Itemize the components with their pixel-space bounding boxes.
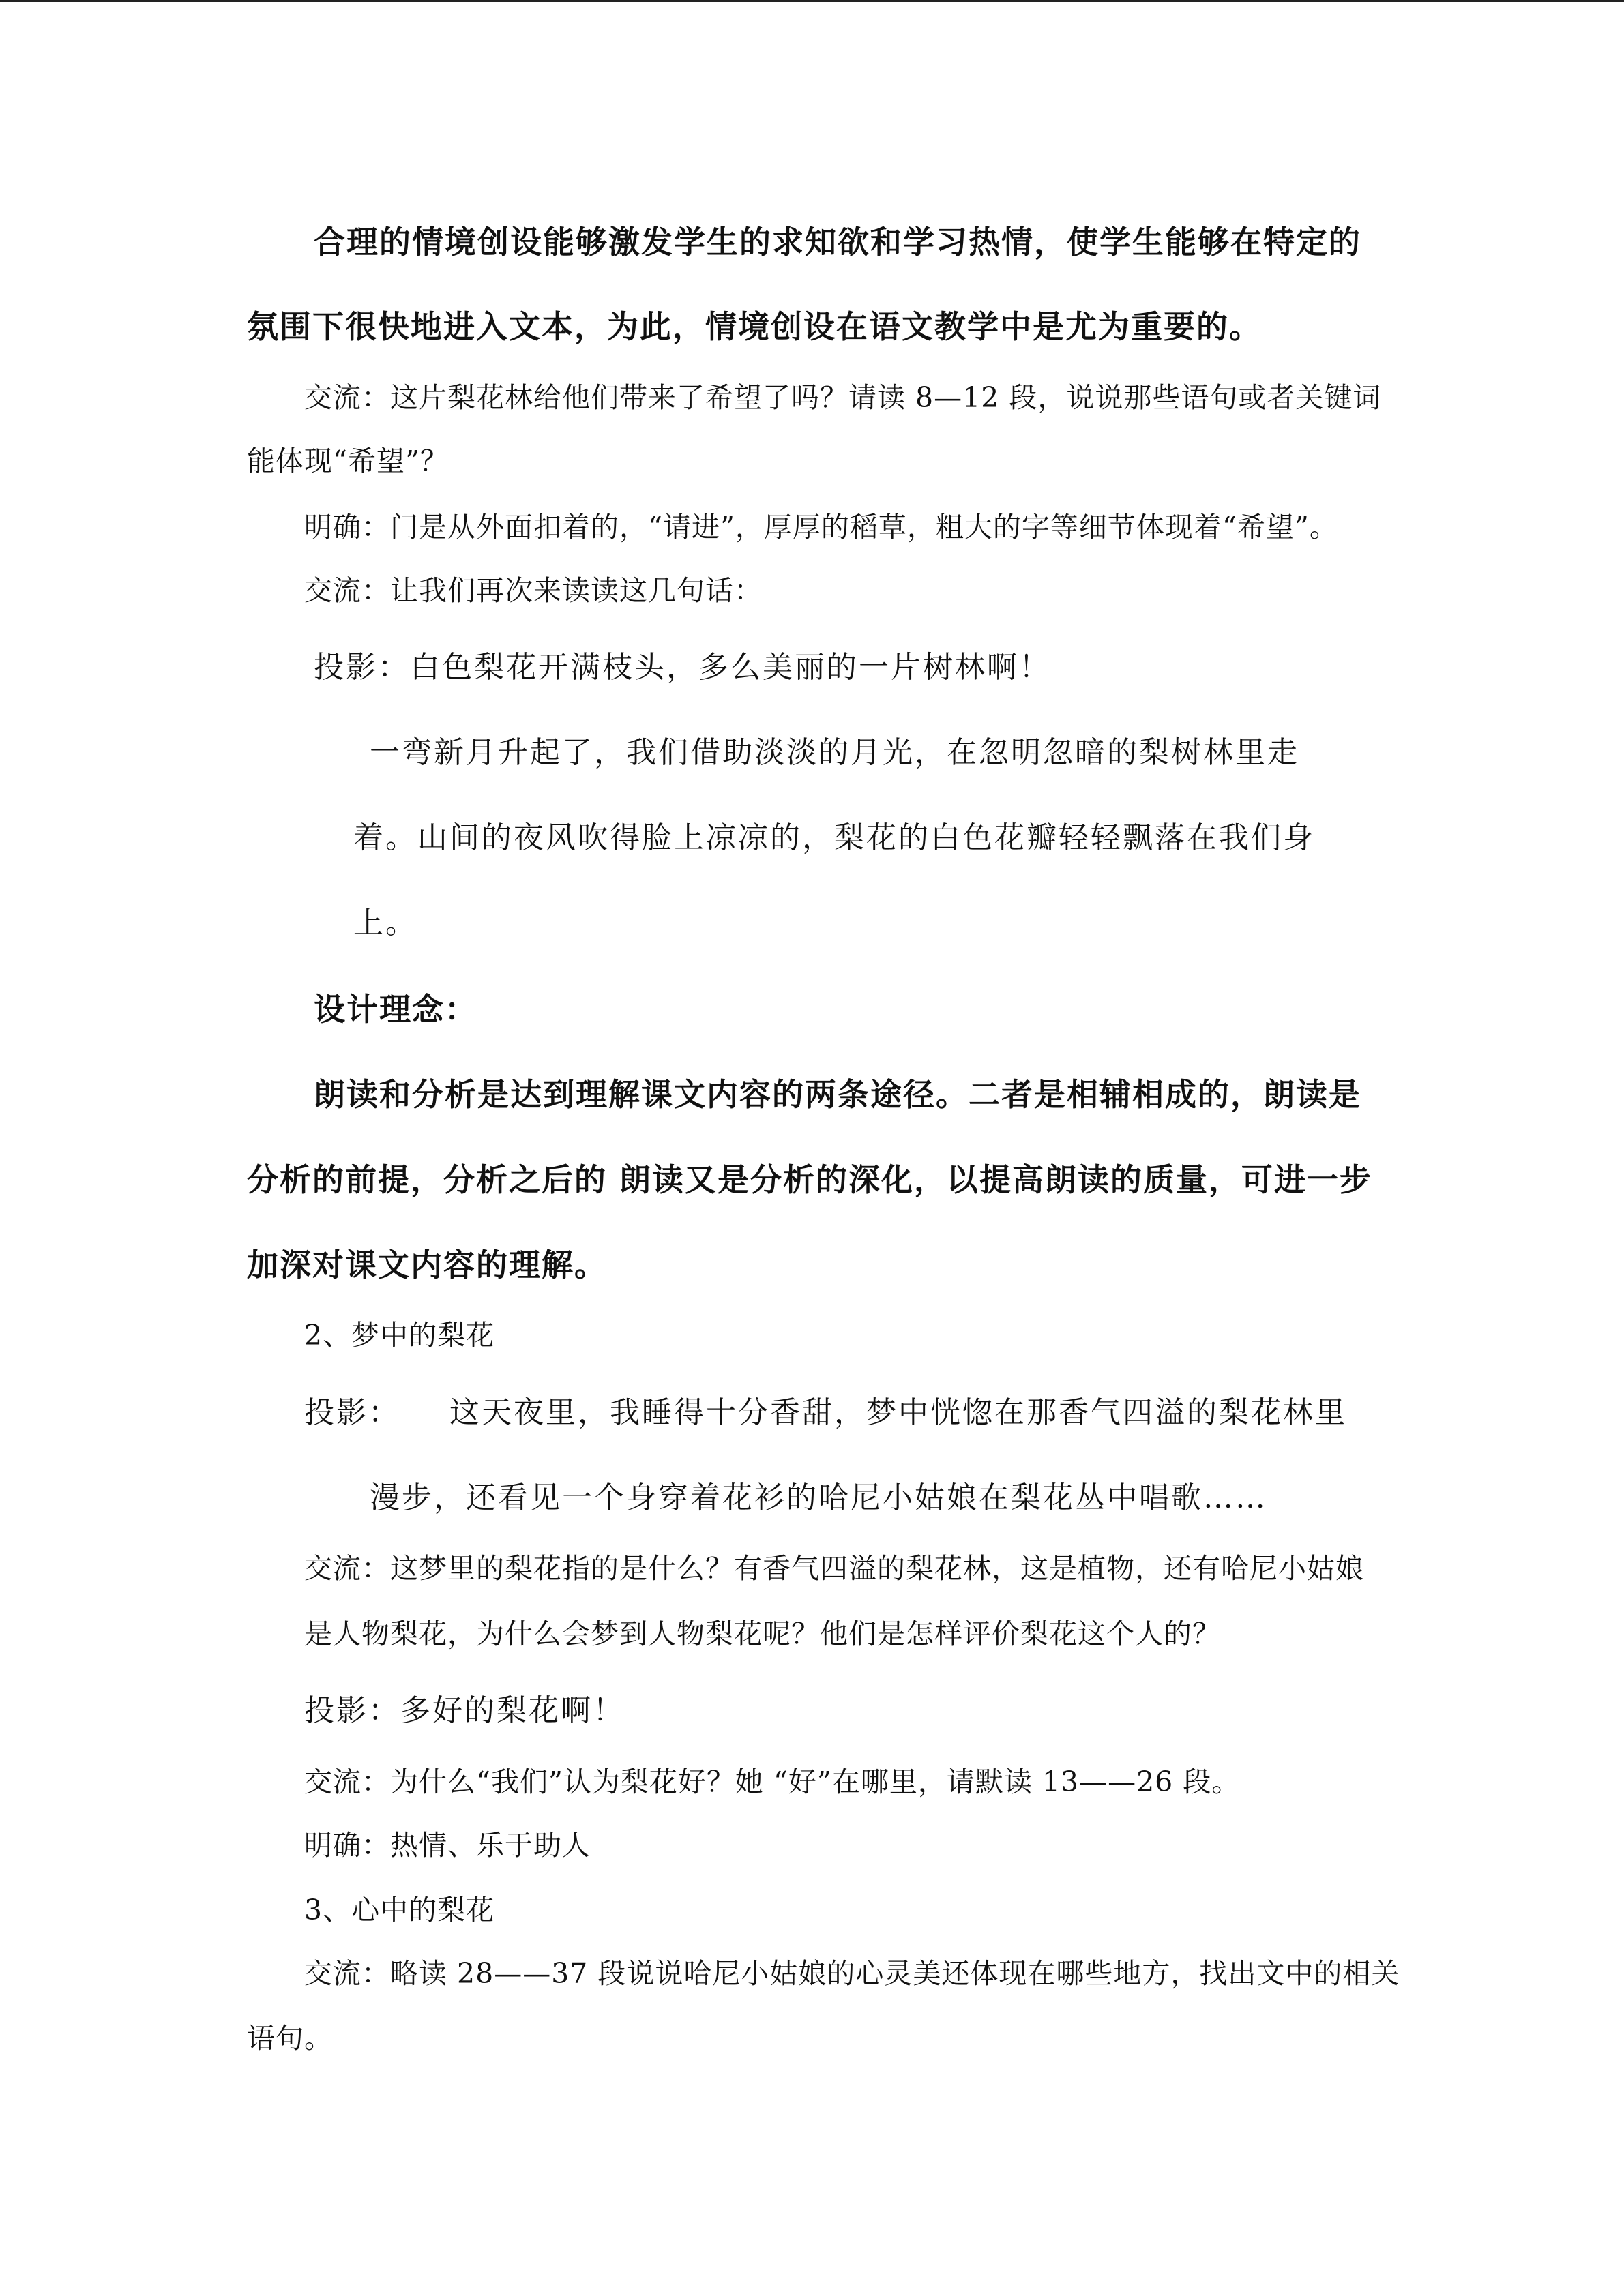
projection-line: 上。 — [353, 906, 417, 940]
paragraph-line: 明确：热情、乐于助人 — [304, 1829, 591, 1862]
paragraph-line: 朗读和分析是达到理解课文内容的两条途径。二者是相辅相成的，朗读是 — [314, 1076, 1361, 1113]
paragraph-line: 加深对课文内容的理解。 — [247, 1247, 607, 1283]
projection-line: 投影： 这天夜里，我睡得十分香甜，梦中恍惚在那香气四溢的梨花林里 — [304, 1395, 1347, 1430]
paragraph-line: 交流：这片梨花林给他们带来了希望了吗？请读 8—12 段，说说那些语句或者关键词 — [304, 381, 1382, 414]
projection-line: 着。山间的夜风吹得脸上凉凉的，梨花的白色花瓣轻轻飘落在我们身 — [353, 820, 1315, 855]
paragraph-line: 分析的前提，分析之后的 朗读又是分析的深化，以提高朗读的质量，可进一步 — [247, 1161, 1373, 1198]
page-top-border — [0, 0, 1624, 2]
projection-line: 一弯新月升起了，我们借助淡淡的月光，在忽明忽暗的梨树林里走 — [370, 735, 1299, 770]
projection-line: 投影：白色梨花开满枝头，多么美丽的一片树林啊！ — [314, 650, 1051, 685]
paragraph-line: 交流：让我们再次来读读这几句话： — [304, 574, 763, 607]
paragraph-line: 语句。 — [247, 2022, 333, 2055]
projection-line: 投影：多好的梨花啊！ — [304, 1693, 625, 1728]
subsection-heading: 3、心中的梨花 — [304, 1894, 495, 1926]
paragraph-line: 交流：这梦里的梨花指的是什么？有香气四溢的梨花林，这是植物，还有哈尼小姑娘 — [304, 1552, 1364, 1585]
subsection-heading: 2、梦中的梨花 — [304, 1319, 495, 1352]
section-heading: 设计理念： — [314, 991, 477, 1028]
paragraph-line: 能体现“希望”？ — [247, 445, 449, 477]
paragraph-line: 交流：为什么“我们”认为梨花好？她 “好”在哪里，请默读 13——26 段。 — [304, 1765, 1241, 1798]
paragraph-line: 氛围下很快地进入文本，为此，情境创设在语文教学中是尤为重要的。 — [247, 308, 1262, 345]
paragraph-line: 明确：门是从外面扣着的，“请进”，厚厚的稻草，粗大的字等细节体现着“希望”。 — [304, 511, 1338, 543]
paragraph-line: 交流：略读 28——37 段说说哈尼小姑娘的心灵美还体现在哪些地方，找出文中的相关 — [304, 1957, 1400, 1990]
projection-line: 漫步，还看见一个身穿着花衫的哈尼小姑娘在梨花丛中唱歌…… — [370, 1480, 1267, 1515]
paragraph-line: 是人物梨花，为什么会梦到人物梨花呢？他们是怎样评价梨花这个人的？ — [304, 1617, 1221, 1650]
paragraph-line: 合理的情境创设能够激发学生的求知欲和学习热情，使学生能够在特定的 — [314, 224, 1361, 260]
